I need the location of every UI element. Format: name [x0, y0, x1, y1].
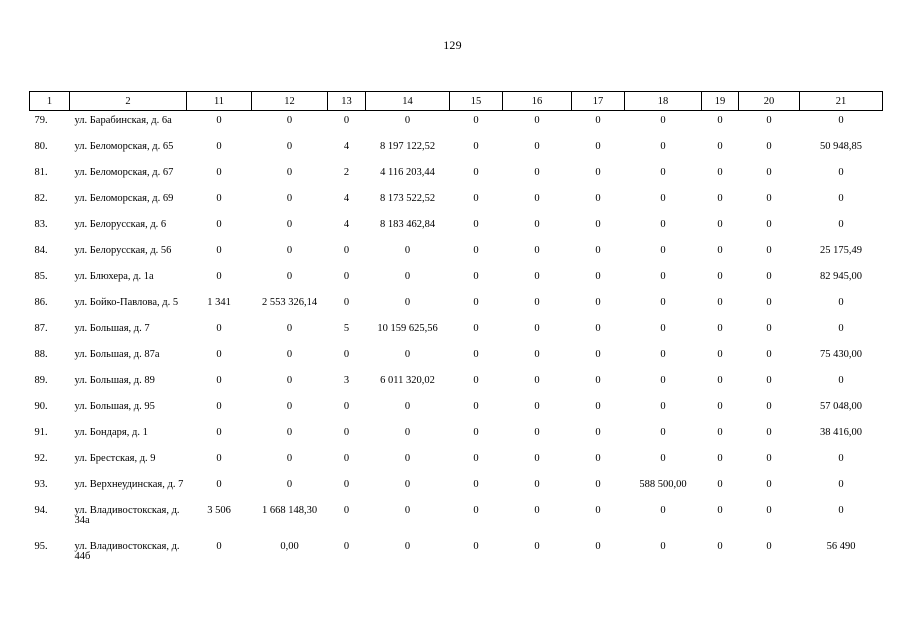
column-header: 18 — [625, 92, 702, 111]
address-cell: ул. Беломорская, д. 65 — [74, 141, 174, 152]
value-cell: 0 — [343, 297, 350, 308]
value-cell: 0 — [343, 245, 350, 256]
column-header: 15 — [450, 92, 503, 111]
address-cell: ул. Беломорская, д. 67 — [74, 167, 174, 178]
value-cell: 10 159 625,56 — [377, 323, 438, 334]
value-cell: 0 — [343, 479, 350, 490]
value-cell: 0 — [216, 323, 222, 334]
value-cell: 0 — [473, 115, 479, 126]
row-number-cell: 89. — [34, 375, 48, 386]
value-cell: 0 — [534, 479, 540, 490]
value-cell: 50 948,85 — [820, 141, 862, 152]
value-cell: 0 — [595, 479, 601, 490]
value-cell: 0 — [838, 115, 844, 126]
value-cell: 0 — [534, 323, 540, 334]
value-cell: 0 — [595, 427, 601, 438]
value-cell: 0 — [595, 453, 601, 464]
value-cell: 0 — [286, 115, 293, 126]
address-cell: ул. Бондаря, д. 1 — [74, 427, 148, 438]
value-cell: 0 — [660, 141, 666, 152]
value-cell: 0 — [473, 479, 479, 490]
value-cell: 0 — [717, 219, 723, 230]
value-cell: 0 — [766, 427, 772, 438]
header-row — [30, 92, 883, 111]
value-cell: 0 — [473, 505, 479, 516]
value-cell: 4 — [343, 219, 350, 230]
address-cell: ул. Большая, д. 7 — [74, 323, 150, 334]
value-cell: 0 — [216, 349, 222, 360]
value-cell: 0 — [660, 349, 666, 360]
value-cell: 75 430,00 — [820, 349, 862, 360]
value-cell: 0 — [404, 453, 411, 464]
value-cell: 2 — [343, 167, 350, 178]
value-cell: 0 — [660, 375, 666, 386]
value-cell: 0 — [216, 167, 222, 178]
value-cell: 3 — [343, 375, 350, 386]
value-cell: 0 — [286, 167, 293, 178]
column-header: 12 — [252, 92, 328, 111]
value-cell: 4 — [343, 141, 350, 152]
row-number-cell: 83. — [34, 219, 48, 230]
address-cell: ул. Большая, д. 89 — [74, 375, 155, 386]
value-cell: 0 — [216, 401, 222, 412]
value-cell: 0 — [286, 453, 293, 464]
value-cell: 0 — [595, 401, 601, 412]
value-cell: 0 — [717, 271, 723, 282]
column-header: 2 — [70, 92, 187, 111]
value-cell: 0 — [473, 541, 479, 552]
value-cell: 0 — [660, 541, 666, 552]
value-cell: 0 — [838, 453, 844, 464]
value-cell: 0 — [534, 193, 540, 204]
column-header: 20 — [739, 92, 800, 111]
value-cell: 0 — [286, 193, 293, 204]
value-cell: 0 — [534, 453, 540, 464]
value-cell: 0 — [717, 401, 723, 412]
value-cell: 0 — [595, 193, 601, 204]
value-cell: 0 — [595, 297, 601, 308]
table-row — [30, 189, 883, 215]
value-cell: 0 — [766, 297, 772, 308]
value-cell: 0 — [717, 323, 723, 334]
value-cell: 8 183 462,84 — [379, 219, 436, 230]
data-table — [29, 91, 883, 563]
table-row — [30, 137, 883, 163]
value-cell: 0 — [286, 141, 293, 152]
value-cell: 0 — [404, 245, 411, 256]
table-row — [30, 397, 883, 423]
value-cell: 0 — [343, 453, 350, 464]
value-cell: 0 — [534, 141, 540, 152]
value-cell: 2 553 326,14 — [261, 297, 318, 308]
page-number: 129 — [443, 38, 462, 52]
value-cell: 0 — [838, 219, 844, 230]
value-cell: 0 — [404, 479, 411, 490]
value-cell: 0 — [216, 219, 222, 230]
value-cell: 0 — [473, 349, 479, 360]
value-cell: 82 945,00 — [820, 271, 862, 282]
value-cell: 0 — [534, 427, 540, 438]
row-number-cell: 85. — [34, 271, 48, 282]
value-cell: 0 — [766, 349, 772, 360]
table-row — [30, 501, 883, 537]
value-cell: 3 506 — [207, 505, 231, 516]
address-cell: ул. Верхнеудинская, д. 7 — [74, 479, 184, 490]
row-number-cell: 92. — [34, 453, 48, 464]
table-row — [30, 241, 883, 267]
value-cell: 0 — [766, 479, 772, 490]
table-row — [30, 293, 883, 319]
value-cell: 8 173 522,52 — [379, 193, 436, 204]
value-cell: 0 — [766, 245, 772, 256]
value-cell: 0 — [286, 479, 293, 490]
address-cell: ул. Белорусская, д. 6 — [74, 219, 167, 230]
address-cell: ул. Большая, д. 95 — [74, 401, 155, 412]
value-cell: 0 — [216, 427, 222, 438]
value-cell: 8 197 122,52 — [379, 141, 436, 152]
value-cell: 0 — [534, 375, 540, 386]
value-cell: 0 — [473, 297, 479, 308]
address-cell: ул. Брестская, д. 9 — [74, 453, 156, 464]
table-row — [30, 267, 883, 293]
value-cell: 25 175,49 — [820, 245, 862, 256]
value-cell: 0 — [343, 401, 350, 412]
value-cell: 0 — [717, 115, 723, 126]
address-cell: ул. Беломорская, д. 69 — [74, 193, 174, 204]
value-cell: 0 — [286, 375, 293, 386]
value-cell: 0 — [286, 323, 293, 334]
value-cell: 0 — [473, 141, 479, 152]
value-cell: 0 — [766, 505, 772, 516]
row-number-cell: 81. — [34, 167, 48, 178]
value-cell: 0 — [216, 479, 222, 490]
address-cell: ул. Большая, д. 87а — [74, 349, 160, 360]
row-number-cell: 94. — [34, 505, 48, 516]
value-cell: 0 — [595, 115, 601, 126]
value-cell: 0 — [473, 453, 479, 464]
value-cell: 0 — [717, 141, 723, 152]
value-cell: 0 — [473, 401, 479, 412]
value-cell: 0 — [473, 271, 479, 282]
row-number-cell: 91. — [34, 427, 48, 438]
value-cell: 5 — [343, 323, 350, 334]
value-cell: 0 — [404, 505, 411, 516]
value-cell: 0 — [473, 375, 479, 386]
value-cell: 0 — [534, 271, 540, 282]
value-cell: 0 — [473, 219, 479, 230]
value-cell: 0 — [766, 375, 772, 386]
row-number-cell: 82. — [34, 193, 48, 204]
value-cell: 0 — [717, 427, 723, 438]
value-cell: 0 — [404, 541, 411, 552]
value-cell: 1 668 148,30 — [261, 505, 318, 516]
row-number-cell: 79. — [34, 115, 48, 126]
address-cell: ул. Барабинская, д. 6а — [74, 115, 172, 126]
value-cell: 0 — [660, 427, 666, 438]
value-cell: 0 — [404, 401, 411, 412]
value-cell: 0 — [534, 245, 540, 256]
value-cell: 0 — [343, 505, 350, 516]
value-cell: 0 — [838, 375, 844, 386]
table-row — [30, 371, 883, 397]
value-cell: 0 — [595, 167, 601, 178]
value-cell: 0 — [717, 541, 723, 552]
column-header: 11 — [187, 92, 252, 111]
value-cell: 0 — [286, 401, 293, 412]
value-cell: 0 — [717, 193, 723, 204]
address-cell: ул. Блюхера, д. 1а — [74, 271, 154, 282]
value-cell: 0 — [717, 349, 723, 360]
value-cell: 0 — [766, 323, 772, 334]
value-cell: 0 — [595, 375, 601, 386]
value-cell: 0 — [660, 167, 666, 178]
value-cell: 0 — [216, 193, 222, 204]
value-cell: 0,00 — [280, 541, 299, 552]
value-cell: 0 — [216, 115, 222, 126]
value-cell: 0 — [534, 401, 540, 412]
value-cell: 0 — [595, 219, 601, 230]
value-cell: 0 — [838, 193, 844, 204]
address-cell: ул. Белорусская, д. 56 — [74, 245, 172, 256]
value-cell: 0 — [534, 297, 540, 308]
column-header: 21 — [800, 92, 883, 111]
value-cell: 0 — [534, 541, 540, 552]
value-cell: 0 — [286, 271, 293, 282]
column-header: 17 — [572, 92, 625, 111]
value-cell: 0 — [216, 245, 222, 256]
column-header: 19 — [702, 92, 739, 111]
row-number-cell: 84. — [34, 245, 48, 256]
value-cell: 0 — [473, 245, 479, 256]
value-cell: 0 — [286, 219, 293, 230]
value-cell: 0 — [660, 271, 666, 282]
table-row — [30, 319, 883, 345]
value-cell: 0 — [766, 541, 772, 552]
value-cell: 0 — [766, 401, 772, 412]
value-cell: 0 — [534, 167, 540, 178]
value-cell: 0 — [660, 297, 666, 308]
value-cell: 4 116 203,44 — [380, 167, 435, 178]
value-cell: 0 — [717, 479, 723, 490]
value-cell: 0 — [595, 271, 601, 282]
address-cell: ул. Владивостокская, д. 34а — [74, 505, 180, 526]
row-number-cell: 90. — [34, 401, 48, 412]
value-cell: 0 — [660, 505, 666, 516]
value-cell: 0 — [216, 375, 222, 386]
value-cell: 0 — [595, 541, 601, 552]
value-cell: 588 500,00 — [639, 479, 687, 490]
value-cell: 57 048,00 — [820, 401, 862, 412]
value-cell: 0 — [343, 349, 350, 360]
value-cell: 0 — [286, 427, 293, 438]
row-number-cell: 95. — [34, 541, 48, 552]
value-cell: 0 — [595, 349, 601, 360]
value-cell: 0 — [404, 115, 411, 126]
value-cell: 0 — [717, 505, 723, 516]
value-cell: 0 — [404, 427, 411, 438]
value-cell: 1 341 — [207, 297, 231, 308]
value-cell: 0 — [595, 245, 601, 256]
column-header: 1 — [30, 92, 70, 111]
value-cell: 0 — [216, 141, 222, 152]
value-cell: 0 — [660, 115, 666, 126]
value-cell: 0 — [717, 297, 723, 308]
value-cell: 0 — [595, 323, 601, 334]
table-row — [30, 423, 883, 449]
value-cell: 0 — [766, 115, 772, 126]
value-cell: 0 — [473, 167, 479, 178]
table-row — [30, 475, 883, 501]
value-cell: 0 — [473, 323, 479, 334]
value-cell: 0 — [595, 505, 601, 516]
value-cell: 0 — [660, 193, 666, 204]
row-number-cell: 87. — [34, 323, 48, 334]
row-number-cell: 80. — [34, 141, 48, 152]
address-cell: ул. Владивостокская, д. 44б — [74, 541, 180, 562]
table-body — [30, 111, 883, 564]
value-cell: 0 — [216, 541, 222, 552]
value-cell: 0 — [766, 167, 772, 178]
value-cell: 0 — [838, 479, 844, 490]
value-cell: 0 — [534, 349, 540, 360]
value-cell: 0 — [216, 453, 222, 464]
value-cell: 0 — [717, 167, 723, 178]
table-row — [30, 215, 883, 241]
value-cell: 0 — [404, 297, 411, 308]
value-cell: 0 — [286, 349, 293, 360]
value-cell: 0 — [216, 271, 222, 282]
value-cell: 0 — [343, 427, 350, 438]
value-cell: 0 — [660, 401, 666, 412]
value-cell: 0 — [534, 219, 540, 230]
value-cell: 0 — [660, 453, 666, 464]
table-row — [30, 111, 883, 138]
value-cell: 56 490 — [826, 541, 856, 552]
value-cell: 0 — [766, 271, 772, 282]
value-cell: 0 — [838, 297, 844, 308]
value-cell: 0 — [660, 245, 666, 256]
value-cell: 0 — [534, 505, 540, 516]
value-cell: 0 — [717, 375, 723, 386]
value-cell: 0 — [838, 167, 844, 178]
table-row — [30, 537, 883, 563]
value-cell: 0 — [286, 245, 293, 256]
value-cell: 0 — [404, 349, 411, 360]
column-header: 16 — [503, 92, 572, 111]
value-cell: 0 — [343, 541, 350, 552]
value-cell: 0 — [404, 271, 411, 282]
value-cell: 0 — [343, 271, 350, 282]
value-cell: 0 — [473, 193, 479, 204]
value-cell: 0 — [660, 219, 666, 230]
table-row — [30, 449, 883, 475]
value-cell: 0 — [717, 453, 723, 464]
value-cell: 0 — [660, 323, 666, 334]
table-row — [30, 163, 883, 189]
value-cell: 0 — [766, 219, 772, 230]
row-number-cell: 86. — [34, 297, 48, 308]
value-cell: 6 011 320,02 — [380, 375, 435, 386]
column-header: 14 — [366, 92, 450, 111]
value-cell: 0 — [838, 505, 844, 516]
row-number-cell: 88. — [34, 349, 48, 360]
address-cell: ул. Бойко-Павлова, д. 5 — [74, 297, 179, 308]
value-cell: 0 — [766, 453, 772, 464]
value-cell: 0 — [343, 115, 350, 126]
value-cell: 0 — [717, 245, 723, 256]
value-cell: 0 — [766, 193, 772, 204]
value-cell: 4 — [343, 193, 350, 204]
table-row — [30, 345, 883, 371]
value-cell: 0 — [473, 427, 479, 438]
value-cell: 0 — [838, 323, 844, 334]
column-header: 13 — [328, 92, 366, 111]
value-cell: 0 — [766, 141, 772, 152]
value-cell: 38 416,00 — [820, 427, 862, 438]
row-number-cell: 93. — [34, 479, 48, 490]
value-cell: 0 — [595, 141, 601, 152]
value-cell: 0 — [534, 115, 540, 126]
